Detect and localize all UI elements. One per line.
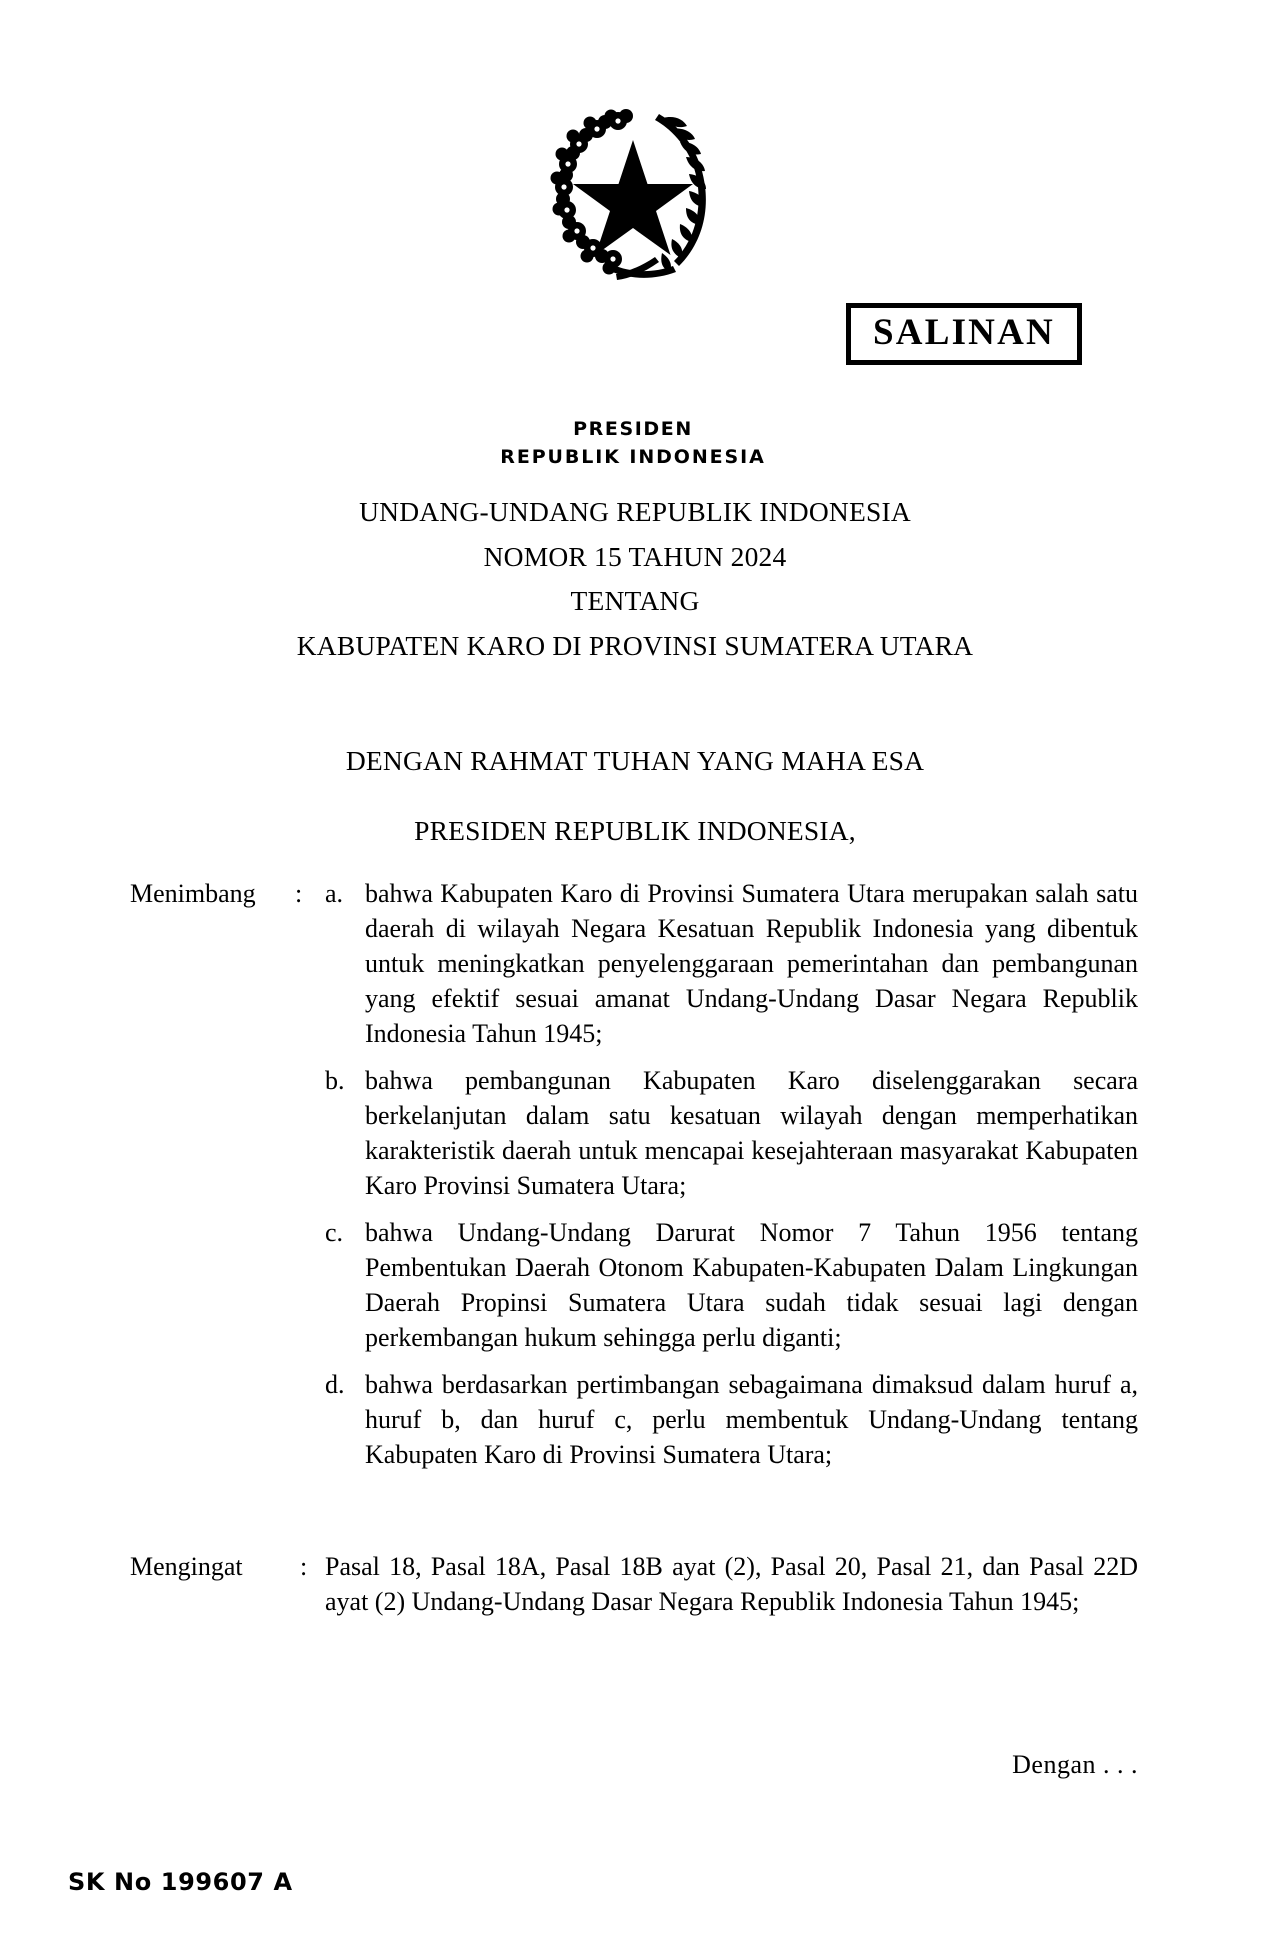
list-item-marker: b.: [325, 1065, 345, 1095]
list-item: [325, 1368, 1138, 1473]
list-item: [325, 1216, 1138, 1356]
list-item-marker: c.: [325, 1217, 344, 1247]
considering-label: Menimbang: [130, 879, 256, 908]
considering-colon: :: [295, 879, 303, 908]
list-item: [325, 1064, 1138, 1204]
institution-heading: [394, 416, 872, 471]
title-line-number-year: NOMOR 15 TAHUN 2024: [483, 540, 787, 572]
considering-clause: [0, 877, 1271, 1473]
document-control-stamp: SK No 199607 A: [68, 1868, 293, 1896]
list-item-marker: a.: [325, 879, 344, 908]
recalling-label: Mengingat: [130, 1552, 243, 1581]
opener-line: PRESIDEN REPUBLIK INDONESIA,: [414, 815, 856, 846]
salinan-label: SALINAN: [873, 312, 1055, 353]
recalling-colon: :: [300, 1552, 308, 1581]
institution-line-republik-indonesia: REPUBLIK INDONESIA: [500, 445, 766, 468]
title-line-law-type: UNDANG-UNDANG REPUBLIK INDONESIA: [359, 496, 911, 527]
list-item-text: bahwa Kabupaten Karo di Provinsi Sumatera Utara merupakan salah satu daerah di wilayah Negara Kesatuan Republik Indonesia yang dibentuk untuk meningkatkan penyelenggaraan pemerintahan dan pembangunan yang efektif sesuai amanat Undang-Undang Dasar Negara Republik Indonesia Tahun 1945;: [365, 879, 1138, 1048]
presidential-emblem-star-wreath: [533, 96, 733, 286]
title-line-subject: KABUPATEN KARO DI PROVINSI SUMATERA UTARA: [296, 629, 974, 661]
document-header: [0, 96, 1271, 468]
recalling-text: Pasal 18, Pasal 18A, Pasal 18B ayat (2), Pasal 20, Pasal 21, dan Pasal 22D ayat (2) Undang-Undang Dasar Negara Republik Indonesia Tahun 1945;: [325, 1552, 1138, 1616]
considering-items: [325, 877, 1138, 1473]
list-item-marker: d.: [325, 1369, 345, 1399]
list-item-text: bahwa pembangunan Kabupaten Karo diselenggarakan secara berkelanjutan dalam satu kesatuan wilayah dengan memperhatikan karakteristik daerah untuk mencapai kesejahteraan masyarakat Kabupaten Karo Provinsi Sumatera Utara;: [365, 1065, 1138, 1200]
invocation-line: DENGAN RAHMAT TUHAN YANG MAHA ESA: [345, 745, 925, 776]
list-item: [325, 877, 1138, 1052]
institution-line-presiden: PRESIDEN: [573, 418, 693, 440]
recalling-clause: [0, 1550, 1271, 1620]
considering-section: [0, 877, 1271, 1473]
recalling-items: [325, 1550, 1138, 1620]
page-catchword: Dengan . . .: [1012, 1750, 1138, 1779]
list-item-text: bahwa Undang-Undang Darurat Nomor 7 Tahun 1956 tentang Pembentukan Daerah Otonom Kabupaten-Kabupaten Dalam Lingkungan Daerah Propinsi Sumatera Utara sudah tidak sesuai lagi dengan perkembangan hukum sehingga perlu diganti;: [365, 1217, 1138, 1352]
title-line-tentang: TENTANG: [570, 585, 700, 617]
list-item-text: bahwa berdasarkan pertimbangan sebagaimana dimaksud dalam huruf a, huruf b, dan huruf c, perlu membentuk Undang-Undang tentang Kabupaten Karo di Provinsi Sumatera Utara;: [365, 1369, 1138, 1469]
recalling-section: [0, 1550, 1271, 1620]
document-title: [155, 490, 1115, 668]
status-badge-salinan: [846, 303, 1082, 365]
